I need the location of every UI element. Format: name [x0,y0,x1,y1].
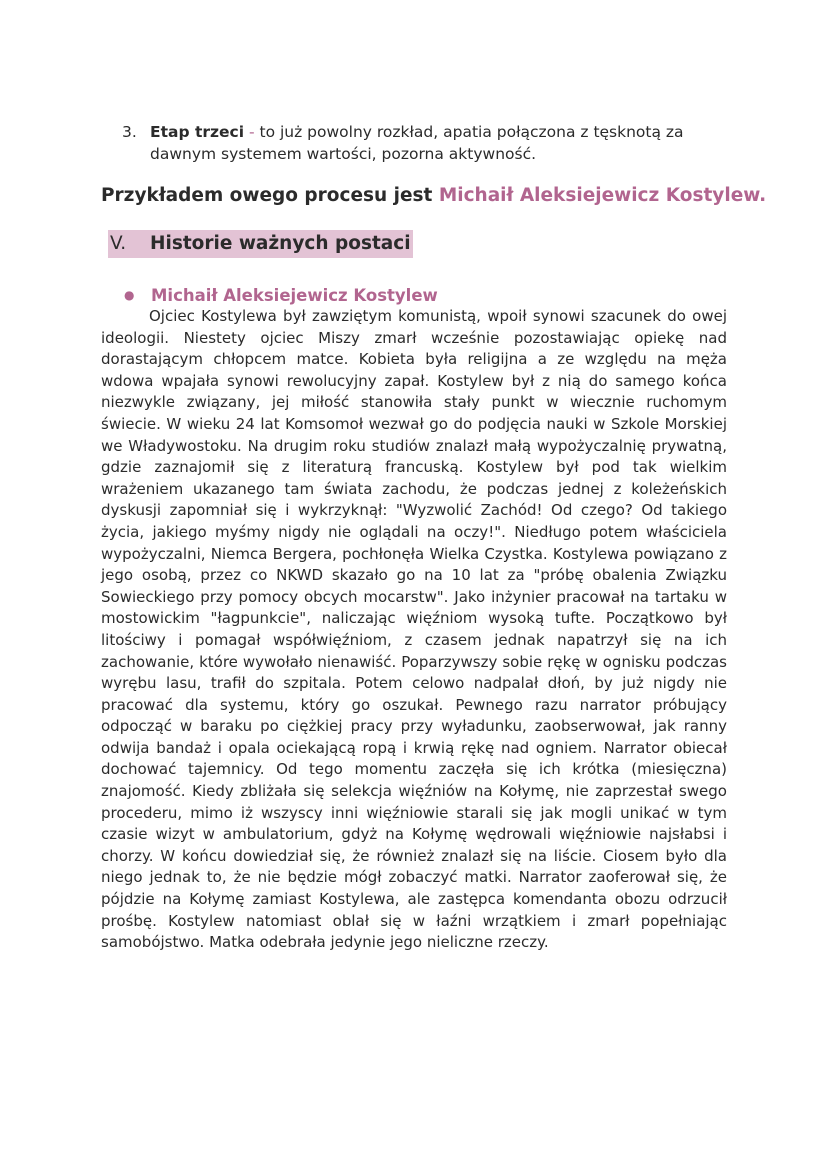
bullet-dot-icon: ● [124,288,135,302]
section-heading [108,230,413,258]
intro-sentence [101,183,767,209]
list-item-description: to już powolny rozkład, apatia połączona z tęsknotą za dawnym systemem wartości, pozorna aktywność. [150,123,684,163]
numbered-list-item [122,121,728,165]
list-item-dash: - [244,123,260,141]
section-numeral: V. [110,233,127,254]
section-title: Historie ważnych postaci [150,233,411,254]
intro-text: Przykładem owego procesu jest [101,185,439,206]
bullet-label: Michaił Aleksiejewicz Kostylew [151,286,438,305]
intro-highlight: Michaił Aleksiejewicz Kostylew. [438,185,767,206]
list-item-term: Etap trzeci [150,123,245,141]
list-item-number: 3. [122,123,137,141]
bullet-heading [124,284,454,307]
list-item-text [150,121,728,165]
body-paragraph: Ojciec Kostylewa był zawziętym komunistą, wpoił synowi szacunek do owej ideologii. Niestety ojciec Miszy zmarł wcześnie pozostawiając opiekę nad dorastającym chłopcem matce. Kobieta była religijna a ze względu na męża wdowa wpajała synowi rewolucyjny zapał. Kostylew był z nią do samego końca niezwykle związany, jej miłość stanowiła stały punkt w wiecznie ruchomym świecie. W wieku 24 lat Komsomoł wezwał go do podjęcia nauki w Szkole Morskiej we Władywostoku. Na drugim roku studiów znalazł małą wypożyczalnię prywatną, gdzie zaznajomił się z literaturą francuską. Kostylew był pod tak wielkim wrażeniem ukazanego tam świata zachodu, że podczas jednej z koleżeńskich dyskusji zapomniał się i wykrzyknął: "Wyzwolić Zachód! Od czego? Od takiego życia, jakiego myśmy nigdy nie oglądali na oczy!". Niedługo potem właściciela wypożyczalni, Niemca Bergera, pochłonęła Wielka Czystka. Kostylewa powiązano z jego osobą, przez co NKWD skazało go na 10 lat za "próbę obalenia Związku Sowieckiego przy pomocy obcych mocarstw". Jako inżynier pracował na tartaku w mostowickim "łagpunkcie", naliczając więźniom wysoką tufte. Początkowo był litościwy i pomagał współwięźniom, z czasem jednak napatrzył się na ich zachowanie, które wywołało nienawiść. Poparzywszy sobie rękę w ognisku podczas wyrębu lasu, trafił do szpitala. Potem celowo nadpalał dłoń, by już nigdy nie pracować dla systemu, który go oszukał. Pewnego razu narrator próbujący odpocząć w baraku po ciężkiej pracy przy wyładunku, zaobserwował, jak ranny odwija bandaż i opala ociekającą ropą i krwią rękę nad ogniem. Narrator obiecał dochować tajemnicy. Od tego momentu zaczęła się ich krótka (miesięczna) znajomość. Kiedy zbliżała się selekcja więźniów na Kołymę, nie zaprzestał swego procederu, mimo iż wszyscy inni więźniowie starali się jak mogli unikać w tym czasie wizyt w ambulatorium, gdyż na Kołymę wędrowali więźniowie najsłabsi i chorzy. W końcu dowiedział się, że również znalazł się na liście. Ciosem było dla niego jednak to, że nie będzie mógł zobaczyć matki. Narrator zaoferował się, że pójdzie na Kołymę zamiast Kostylewa, ale zastępca komendanta obozu odrzucił prośbę. Kostylew natomiast oblał się w łaźni wrzątkiem i zmarł popełniając samobójstwo. Matka odebrała jedynie jego nieliczne rzeczy. [101,307,727,952]
